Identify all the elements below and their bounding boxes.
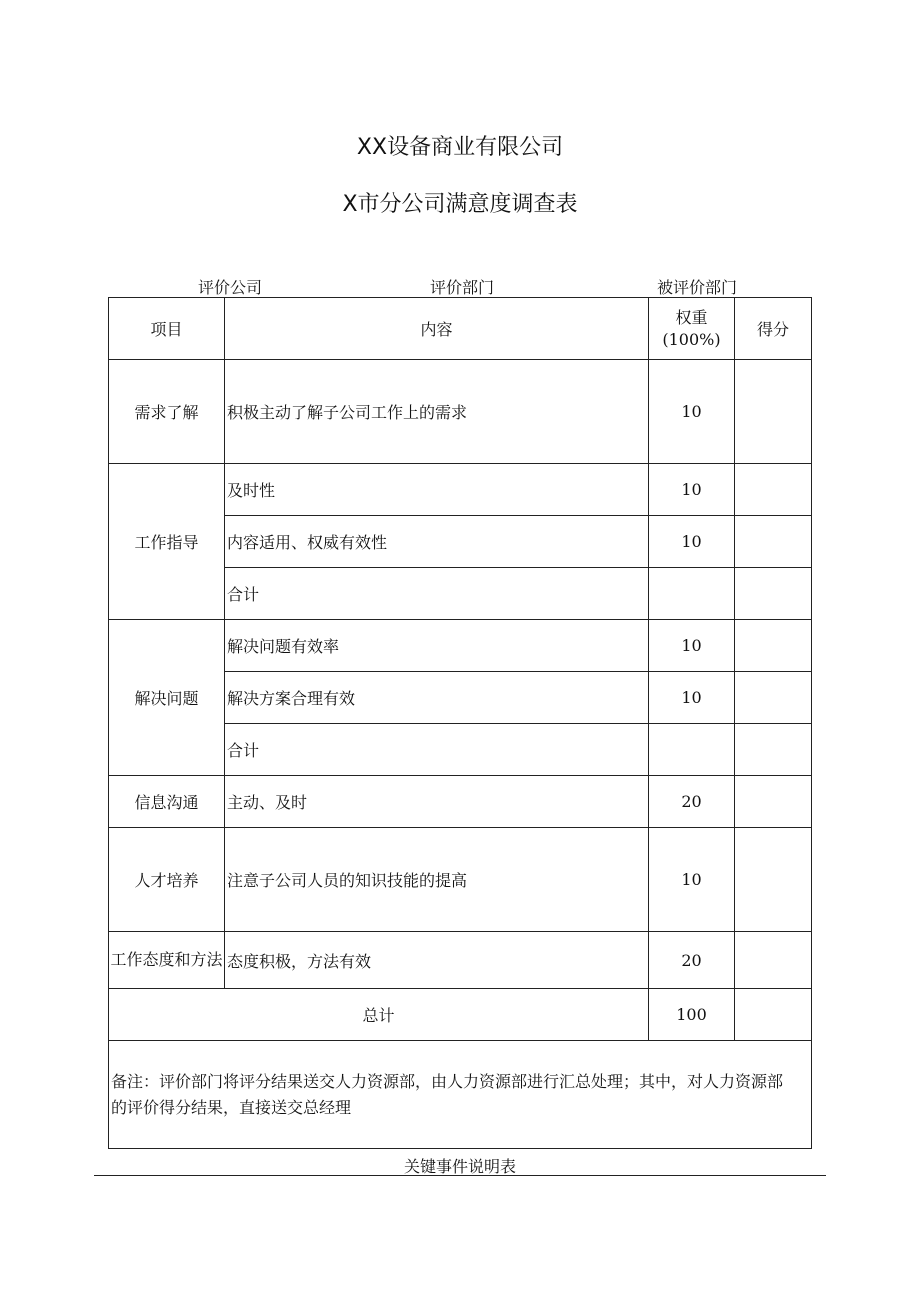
- row-content: 合计: [225, 568, 649, 620]
- row-content: 及时性: [225, 464, 649, 516]
- note-text: 备注：评价部门将评分结果送交人力资源部，由人力资源部进行汇总处理；其中，对人力资源部的评价得分结果，直接送交总经理: [109, 1041, 812, 1149]
- row-weight: 10: [649, 620, 735, 672]
- row-weight: 20: [649, 776, 735, 828]
- divider-line: [94, 1175, 826, 1176]
- note-row: [109, 1041, 812, 1149]
- row-content: 注意子公司人员的知识技能的提高: [225, 828, 649, 932]
- score-cell[interactable]: [735, 828, 812, 932]
- evaluated-dept-label: 被评价部门: [657, 278, 738, 297]
- score-cell[interactable]: [735, 724, 812, 776]
- score-cell[interactable]: [735, 360, 812, 464]
- row-weight: [649, 568, 735, 620]
- row-item: 工作指导: [109, 464, 225, 620]
- total-row: [109, 989, 812, 1041]
- row-content: 解决问题有效率: [225, 620, 649, 672]
- table-row: [109, 776, 812, 828]
- evaluator-dept-label: 评价部门: [430, 278, 495, 297]
- total-weight: 100: [649, 989, 735, 1041]
- row-content: 态度积极，方法有效: [225, 932, 649, 989]
- row-item: 人才培养: [109, 828, 225, 932]
- table-row: [109, 360, 812, 464]
- row-content: 内容适用、权威有效性: [225, 516, 649, 568]
- row-item: 解决问题: [109, 620, 225, 776]
- footer-title: 关键事件说明表: [403, 1157, 516, 1176]
- row-weight: 10: [649, 828, 735, 932]
- row-weight: 10: [649, 464, 735, 516]
- row-content: 主动、及时: [225, 776, 649, 828]
- score-cell[interactable]: [735, 672, 812, 724]
- row-item: 需求了解: [109, 360, 225, 464]
- row-item: 信息沟通: [109, 776, 225, 828]
- col-header-item: 项目: [109, 298, 225, 360]
- survey-table: [108, 297, 812, 1149]
- row-weight: 10: [649, 516, 735, 568]
- table-header-row: [109, 298, 812, 360]
- table-row: [109, 932, 812, 989]
- score-cell[interactable]: [735, 776, 812, 828]
- score-cell[interactable]: [735, 464, 812, 516]
- row-weight: 10: [649, 672, 735, 724]
- col-header-content: 内容: [225, 298, 649, 360]
- table-row: [109, 828, 812, 932]
- document-subtitle: X市分公司满意度调查表: [342, 192, 578, 217]
- score-cell[interactable]: [735, 516, 812, 568]
- score-cell[interactable]: [735, 932, 812, 989]
- table-row: [109, 464, 812, 516]
- score-cell[interactable]: [735, 620, 812, 672]
- row-content: 解决方案合理有效: [225, 672, 649, 724]
- row-item: 工作态度和方法: [109, 932, 225, 989]
- row-content: 合计: [225, 724, 649, 776]
- row-weight: [649, 724, 735, 776]
- document-title: XX设备商业有限公司: [356, 135, 564, 160]
- col-header-weight: 权重 (100%): [649, 298, 735, 360]
- table-row: [109, 620, 812, 672]
- total-label: 总计: [109, 989, 649, 1041]
- row-weight: 10: [649, 360, 735, 464]
- evaluator-company-label: 评价公司: [198, 278, 263, 297]
- score-cell[interactable]: [735, 568, 812, 620]
- col-header-score: 得分: [735, 298, 812, 360]
- row-content: 积极主动了解子公司工作上的需求: [225, 360, 649, 464]
- total-score-cell[interactable]: [735, 989, 812, 1041]
- row-weight: 20: [649, 932, 735, 989]
